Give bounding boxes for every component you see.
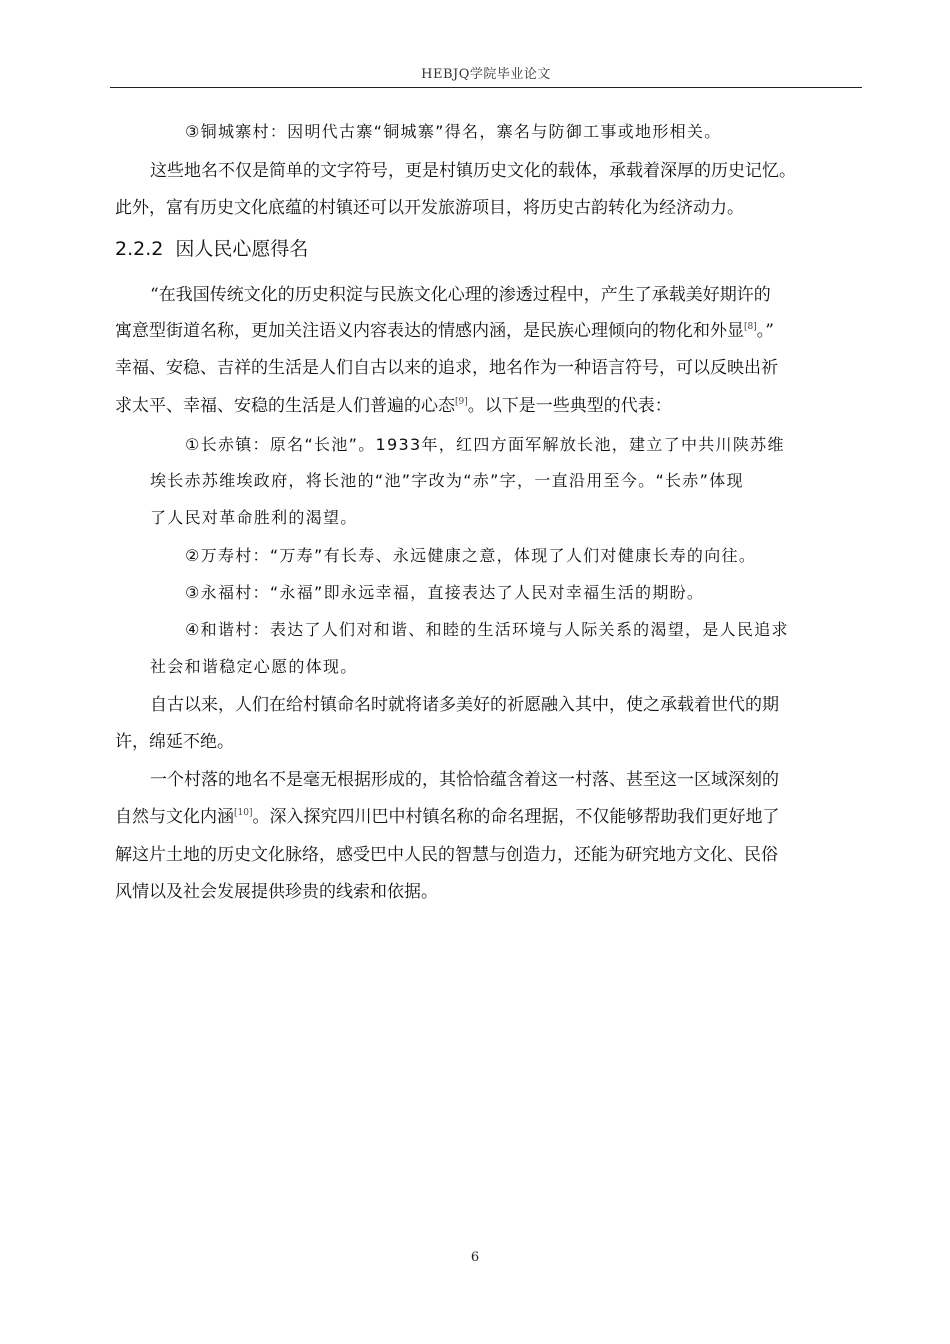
list-item-hexie: ④和谐村：表达了人们对和谐、和睦的生活环境与人际关系的渴望，是人民追求: [185, 620, 789, 639]
page-number: 6: [470, 1250, 480, 1265]
list-item-hexie-cont: 社会和谐稳定心愿的体现。: [150, 657, 358, 676]
paragraph-line: 自然与文化内涵[10]。深入探究四川巴中村镇名称的命名理据，不仅能够帮助我们更好地了: [115, 807, 780, 827]
running-header: HEBJQ学院毕业论文: [421, 67, 551, 82]
paragraph-line: 求太平、幸福、安稳的生活是人们普遍的心态[9]。以下是一些典型的代表：: [115, 396, 672, 416]
section-title: 因人民心愿得名: [175, 238, 309, 260]
header-rule: [110, 87, 862, 88]
list-item-wanshou: ②万寿村：“万寿”有长寿、永远健康之意，体现了人们对健康长寿的向往。: [185, 546, 757, 565]
paragraph-line: “在我国传统文化的历史积淀与民族文化心理的渗透过程中，产生了承载美好期许的: [150, 285, 771, 305]
paragraph-line: 风情以及社会发展提供珍贵的线索和依据。: [115, 882, 438, 902]
citation-ref: [10]: [234, 808, 253, 818]
citation-ref: [9]: [455, 397, 468, 407]
list-item-yongfu: ③永福村：“永福”即永远幸福，直接表达了人民对幸福生活的期盼。: [185, 583, 705, 602]
paragraph-line: 幸福、安稳、吉祥的生活是人们自古以来的追求，地名作为一种语言符号，可以反映出祈: [115, 358, 778, 378]
list-item-changchi-cont: 埃长赤苏维埃政府，将长池的“池”字改为“赤”字，一直沿用至今。“长赤”体现: [150, 471, 744, 490]
paragraph-line: 自古以来，人们在给村镇命名时就将诸多美好的祈愿融入其中，使之承载着世代的期: [150, 695, 779, 715]
paragraph-line: 寓意型街道名称，更加关注语义内容表达的情感内涵，是民族心理倾向的物化和外显[8]。”: [115, 321, 774, 341]
section-number: 2.2.2: [115, 238, 164, 260]
paragraph-line: 解这片土地的历史文化脉络，感受巴中人民的智慧与创造力，还能为研究地方文化、民俗: [115, 845, 778, 865]
paragraph-line: 许，绵延不绝。: [115, 732, 234, 752]
section-heading: [115, 236, 308, 262]
paragraph-line: 一个村落的地名不是毫无根据形成的，其恰恰蕴含着这一村落、甚至这一区域深刻的: [150, 770, 779, 790]
paragraph-line: 这些地名不仅是简单的文字符号，更是村镇历史文化的载体，承载着深厚的历史记忆。: [150, 161, 796, 181]
paragraph-line: 此外，富有历史文化底蕴的村镇还可以开发旅游项目，将历史古韵转化为经济动力。: [115, 198, 744, 218]
citation-ref: [8]: [744, 322, 757, 332]
list-item-changchi-cont: 了人民对革命胜利的渴望。: [150, 508, 358, 527]
list-item-tongchengzhai: ③铜城寨村：因明代古寨“铜城寨”得名，寨名与防御工事或地形相关。: [185, 122, 722, 141]
list-item-changchi: ①长赤镇：原名“长池”。1933年，红四方面军解放长池，建立了中共川陕苏维: [185, 435, 785, 454]
